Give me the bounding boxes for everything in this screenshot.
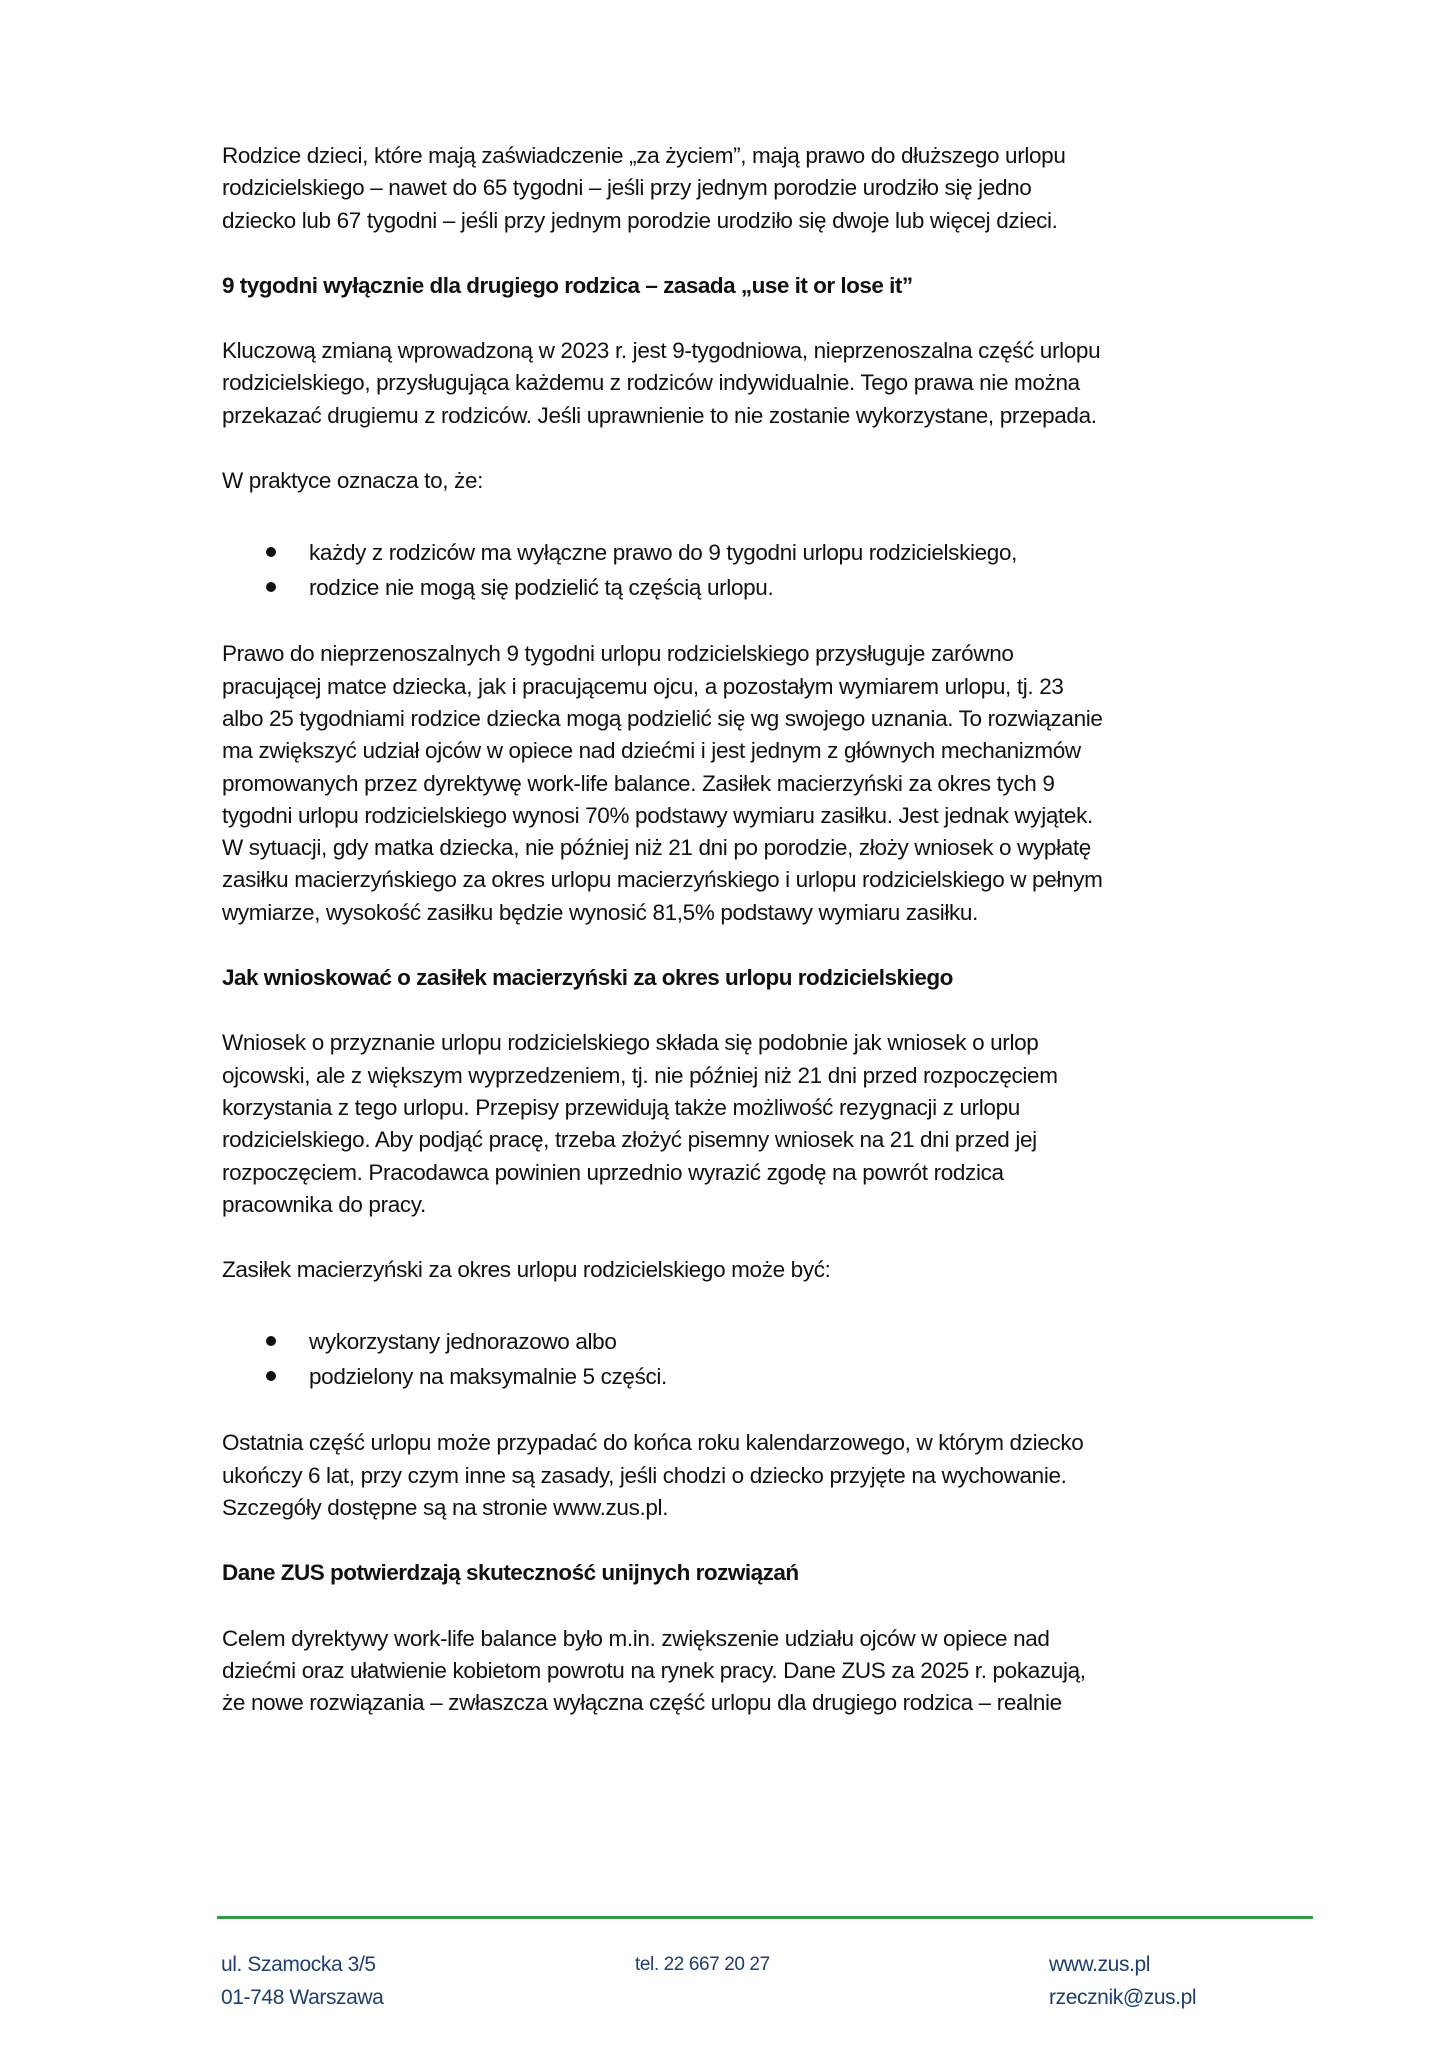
section-heading: Jak wnioskować o zasiłek macierzyński za okres urlopu rodzicielskiego	[222, 965, 953, 991]
text-line: rodzicielskiego, przysługująca każdemu z rodziców indywidualnie. Tego prawa nie można	[222, 370, 1080, 396]
text-line: ojcowski, ale z większym wyprzedzeniem, tj. nie później niż 21 dni przed rozpoczęciem	[222, 1062, 1058, 1088]
list-item	[222, 535, 1322, 570]
text-line: rodzicielskiego. Aby podjąć pracę, trzeba złożyć pisemny wniosek na 21 dni przed jej	[222, 1127, 1037, 1153]
text-line: W sytuacji, gdy matka dziecka, nie później niż 21 dni po porodzie, złoży wniosek o wypłatę	[222, 835, 1091, 861]
text-line: tygodni urlopu rodzicielskiego wynosi 70% podstawy wymiaru zasiłku. Jest jednak wyjątek.	[222, 802, 1093, 828]
footer-phone: tel. 22 667 20 27	[635, 1954, 770, 1975]
text-line: przekazać drugiemu z rodziców. Jeśli uprawnienie to nie zostanie wykorzystane, przepada.	[222, 402, 1097, 428]
text-line: ma zwiększyć udział ojców w opiece nad dziećmi i jest jednym z głównych mechanizmów	[222, 738, 1081, 764]
text-line: Celem dyrektywy work-life balance było m.in. zwiększenie udziału ojców w opiece nad	[222, 1625, 1050, 1651]
text-line: promowanych przez dyrektywę work-life balance. Zasiłek macierzyński za okres tych 9	[222, 770, 1055, 796]
list-item	[222, 570, 1322, 605]
footer-phone-column	[635, 1948, 770, 1981]
footer-website-link[interactable]: www.zus.pl	[1049, 1953, 1151, 1976]
footer-street: ul. Szamocka 3/5	[221, 1953, 376, 1976]
text-line: Prawo do nieprzenoszalnych 9 tygodni urlopu rodzicielskiego przysługuje zarówno	[222, 641, 1014, 667]
text-line: wymiarze, wysokość zasiłku będzie wynosić 81,5% podstawy wymiaru zasiłku.	[222, 899, 978, 925]
bullet-icon	[266, 1371, 276, 1381]
section-heading: 9 tygodni wyłącznie dla drugiego rodzica – zasada „use it or lose it”	[222, 272, 913, 298]
list-item-text: każdy z rodziców ma wyłączne prawo do 9 tygodni urlopu rodzicielskiego,	[309, 540, 1018, 566]
list-item-text: wykorzystany jednorazowo albo	[309, 1329, 617, 1355]
list-intro-paragraph	[222, 465, 1322, 497]
bullet-list	[222, 1324, 1322, 1394]
list-item-text: rodzice nie mogą się podzielić tą częścią urlopu.	[309, 575, 774, 601]
bullet-list	[222, 535, 1322, 605]
text-line: pracującej matce dziecka, jak i pracującemu ojcu, a pozostałym wymiarem urlopu, tj. 23	[222, 673, 1064, 699]
text-line: że nowe rozwiązania – zwłaszcza wyłączna część urlopu dla drugiego rodzica – realnie	[222, 1690, 1062, 1716]
text-line: Ostatnia część urlopu może przypadać do końca roku kalendarzowego, w którym dziecko	[222, 1430, 1084, 1456]
body-paragraph	[222, 638, 1322, 929]
text-line: Zasiłek macierzyński za okres urlopu rodzicielskiego może być:	[222, 1257, 831, 1283]
body-paragraph	[222, 1623, 1322, 1720]
list-intro-paragraph	[222, 1254, 1322, 1286]
bullet-icon	[266, 582, 276, 592]
body-paragraph	[222, 1427, 1322, 1524]
text-line: Wniosek o przyznanie urlopu rodzicielskiego składa się podobnie jak wniosek o urlop	[222, 1030, 1039, 1056]
text-line: Kluczową zmianą wprowadzoną w 2023 r. jest 9-tygodniowa, nieprzenoszalna część urlopu	[222, 338, 1101, 364]
footer-city: 01-748 Warszawa	[221, 1986, 384, 2009]
list-item	[222, 1324, 1322, 1359]
footer-email-link[interactable]: rzecznik@zus.pl	[1049, 1986, 1197, 2009]
text-line: albo 25 tygodniami rodzice dziecka mogą podzielić się wg swojego uznania. To rozwiązanie	[222, 705, 1103, 731]
text-line: rozpoczęciem. Pracodawca powinien uprzednio wyrazić zgodę na powrót rodzica	[222, 1159, 1004, 1185]
text-line: rodzicielskiego – nawet do 65 tygodni – jeśli przy jednym porodzie urodziło się jedno	[222, 175, 1032, 201]
text-line: Rodzice dzieci, które mają zaświadczenie „za życiem”, mają prawo do dłuższego urlopu	[222, 143, 1066, 168]
body-paragraph	[222, 335, 1322, 432]
text-line: ukończy 6 lat, przy czym inne są zasady, jeśli chodzi o dziecko przyjęte na wychowanie.	[222, 1462, 1067, 1488]
document-body	[222, 140, 1322, 1753]
list-item-text: podzielony na maksymalnie 5 części.	[309, 1364, 667, 1390]
bullet-icon	[266, 547, 276, 557]
list-item	[222, 1359, 1322, 1394]
footer-address	[221, 1948, 383, 2014]
section-heading: Dane ZUS potwierdzają skuteczność unijnych rozwiązań	[222, 1560, 799, 1586]
body-paragraph	[222, 140, 1322, 237]
bullet-icon	[266, 1336, 276, 1346]
text-line: dziećmi oraz ułatwienie kobietom powrotu na rynek pracy. Dane ZUS za 2025 r. pokazują,	[222, 1657, 1086, 1683]
text-line: zasiłku macierzyńskiego za okres urlopu macierzyńskiego i urlopu rodzicielskiego w pełnym	[222, 867, 1103, 893]
footer-contact-column	[1049, 1948, 1196, 2014]
text-line: W praktyce oznacza to, że:	[222, 468, 484, 494]
text-line: dziecko lub 67 tygodni – jeśli przy jednym porodzie urodziło się dwoje lub więcej dzieci.	[222, 207, 1058, 233]
text-line: pracownika do pracy.	[222, 1191, 426, 1217]
text-line: Szczegóły dostępne są na stronie www.zus.pl.	[222, 1495, 669, 1521]
footer-divider	[217, 1916, 1313, 1919]
body-paragraph	[222, 1027, 1322, 1221]
text-line: korzystania z tego urlopu. Przepisy przewidują także możliwość rezygnacji z urlopu	[222, 1094, 1020, 1120]
